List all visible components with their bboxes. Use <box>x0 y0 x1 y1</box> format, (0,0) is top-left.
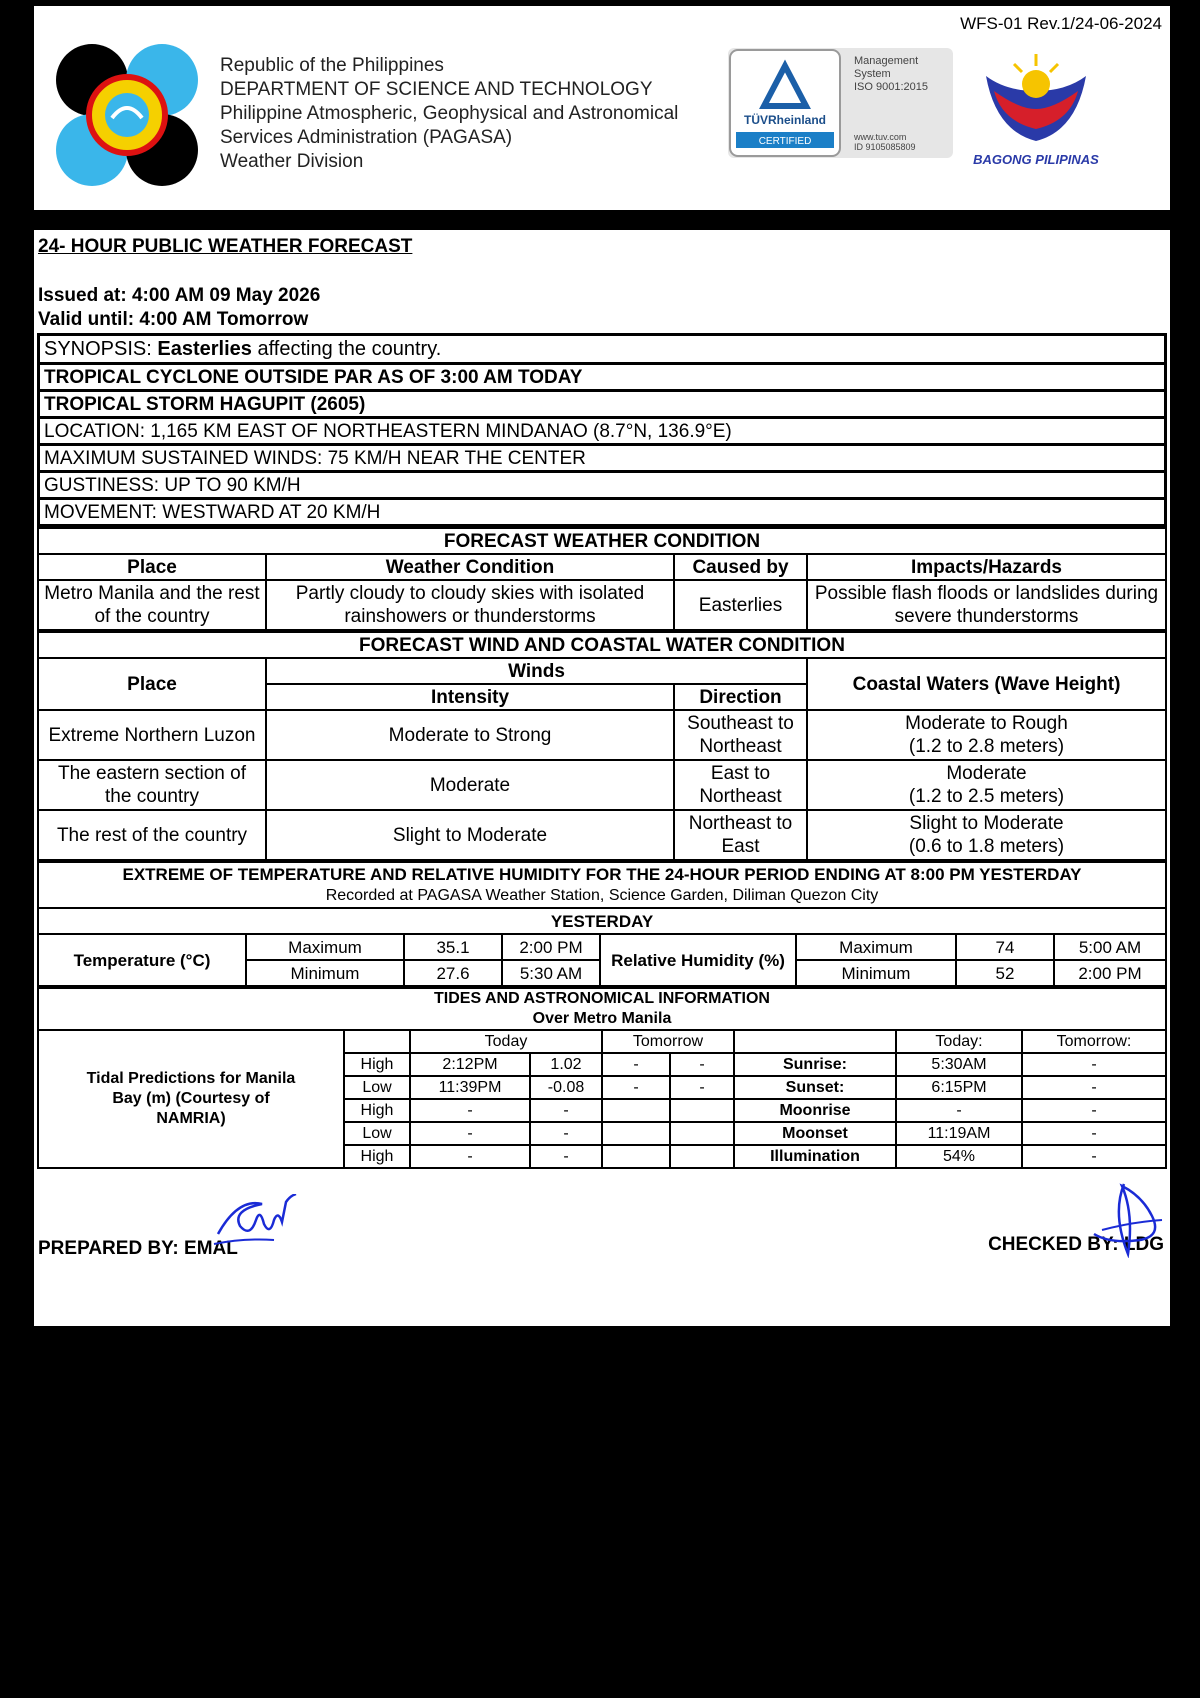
bagong-pilipinas-text: BAGONG PILIPINAS <box>973 152 1099 167</box>
temperature-label: Temperature (°C) <box>38 934 246 986</box>
signature-whiteout <box>1088 1258 1168 1298</box>
tide-tomorrow-time: - <box>602 1053 670 1076</box>
wc-cause: Easterlies <box>674 580 807 630</box>
col-header: Direction <box>674 684 807 710</box>
ms-line: Management <box>854 55 919 67</box>
temp-min-label: Minimum <box>246 960 404 986</box>
section-subtitle: Recorded at PAGASA Weather Station, Science Garden, Diliman Quezon City <box>325 887 879 904</box>
checked-label: CHECKED BY: <box>988 1234 1124 1255</box>
col-header: Coastal Waters (Wave Height) <box>807 658 1166 710</box>
blank-cell <box>734 1030 896 1053</box>
astro-today: 6:15PM <box>896 1076 1022 1099</box>
document-number: WFS-01 Rev.1/24-06-2024 <box>960 14 1162 33</box>
tide-tomorrow-height <box>670 1122 734 1145</box>
rh-max-value: 74 <box>956 934 1054 960</box>
astro-tomorrow-header: Tomorrow: <box>1022 1030 1166 1053</box>
tide-tomorrow-height: - <box>670 1076 734 1099</box>
astro-tomorrow: - <box>1022 1122 1166 1145</box>
tides-table <box>37 987 1167 1169</box>
rh-min-value: 52 <box>956 960 1054 986</box>
agency-line: Philippine Atmospheric, Geophysical and Astronomical <box>220 103 679 124</box>
temp-min-time: 5:30 AM <box>502 960 600 986</box>
pagasa-logo <box>52 40 202 190</box>
synopsis <box>39 335 1166 364</box>
tide-today-time: 2:12PM <box>410 1053 530 1076</box>
astro-today: 5:30AM <box>896 1053 1022 1076</box>
tide-type: High <box>344 1145 410 1168</box>
tuv-www: www.tuv.com <box>854 132 907 142</box>
temp-max-time: 2:00 PM <box>502 934 600 960</box>
col-header: Intensity <box>266 684 674 710</box>
prepared-label: PREPARED BY: <box>38 1238 185 1259</box>
tuv-mark-text: TÜVRheinland <box>743 113 827 127</box>
forecast-tables <box>37 333 1165 1333</box>
col-header: Winds <box>266 658 807 684</box>
rh-max-time: 5:00 AM <box>1054 934 1166 960</box>
wave-height: (1.2 to 2.8 meters) <box>908 736 1065 757</box>
astro-label: Moonset <box>734 1122 896 1145</box>
astro-tomorrow: - <box>1022 1053 1166 1076</box>
section-subtitle: Over Metro Manila <box>532 1010 672 1027</box>
section-title: TIDES AND ASTRONOMICAL INFORMATION <box>434 990 770 1007</box>
astro-label: Illumination <box>734 1145 896 1168</box>
tide-type: Low <box>344 1076 410 1099</box>
tide-type: High <box>344 1053 410 1076</box>
tide-today-time: - <box>410 1122 530 1145</box>
ms-line: ISO 9001:2015 <box>854 81 929 93</box>
wind-direction: East to Northeast <box>674 760 807 810</box>
signature-whiteout <box>208 1260 288 1296</box>
tide-type: High <box>344 1099 410 1122</box>
astro-label: Moonrise <box>734 1099 896 1122</box>
temp-max-value: 35.1 <box>404 934 502 960</box>
coastal-state: Moderate to Rough <box>905 713 1068 734</box>
tuv-certification-badge <box>728 44 953 162</box>
synopsis-label: SYNOPSIS: <box>44 337 158 360</box>
tc-winds: MAXIMUM SUSTAINED WINDS: 75 KM/H NEAR THE CENTER <box>39 445 1166 472</box>
checked-signature <box>1082 1174 1178 1270</box>
tuv-certified-text: CERTIFIED <box>758 136 812 147</box>
synopsis-system: Easterlies <box>157 337 252 360</box>
agency-block <box>220 54 678 174</box>
astro-today: 11:19AM <box>896 1122 1022 1145</box>
astro-tomorrow: - <box>1022 1145 1166 1168</box>
wind-direction: Northeast to East <box>674 810 807 860</box>
extremes-header <box>38 862 1166 908</box>
tide-today-header: Today <box>410 1030 602 1053</box>
tidal-label: Tidal Predictions for Manila Bay (m) (Courtesy of NAMRIA) <box>38 1030 344 1168</box>
agency-line: Services Administration (PAGASA) <box>220 127 513 148</box>
table-row <box>38 810 1166 860</box>
tc-name: TROPICAL STORM HAGUPIT (2605) <box>39 391 1166 418</box>
issuance-block <box>38 284 320 332</box>
col-header: Impacts/Hazards <box>807 554 1166 580</box>
tide-tomorrow-time <box>602 1122 670 1145</box>
col-header: Place <box>38 658 266 710</box>
tide-today-height: 1.02 <box>530 1053 602 1076</box>
tc-header: TROPICAL CYCLONE OUTSIDE PAR AS OF 3:00 AM TODAY <box>39 364 1166 391</box>
tide-type: Low <box>344 1122 410 1145</box>
rh-min-label: Minimum <box>796 960 956 986</box>
checked-initials: LDG <box>1123 1234 1164 1255</box>
astro-label: Sunset: <box>734 1076 896 1099</box>
wind-intensity: Moderate to Strong <box>266 710 674 760</box>
tuv-id: ID 9105085809 <box>854 142 916 152</box>
section-title: FORECAST WIND AND COASTAL WATER CONDITION <box>38 632 1166 658</box>
tide-today-height: -0.08 <box>530 1076 602 1099</box>
agency-line: DEPARTMENT OF SCIENCE AND TECHNOLOGY <box>220 79 653 100</box>
tide-tomorrow-height <box>670 1145 734 1168</box>
tc-movement: MOVEMENT: WESTWARD AT 20 KM/H <box>39 499 1166 526</box>
tide-tomorrow-time: - <box>602 1076 670 1099</box>
agency-line: Weather Division <box>220 151 364 172</box>
blank-cell <box>344 1030 410 1053</box>
tides-header <box>38 988 1166 1030</box>
wind-place: The eastern section of the country <box>38 760 266 810</box>
temp-max-label: Maximum <box>246 934 404 960</box>
wc-place: Metro Manila and the rest of the country <box>38 580 266 630</box>
synopsis-text: affecting the country. <box>251 337 442 360</box>
rh-min-time: 2:00 PM <box>1054 960 1166 986</box>
astro-today-header: Today: <box>896 1030 1022 1053</box>
humidity-label: Relative Humidity (%) <box>600 934 796 986</box>
rh-max-label: Maximum <box>796 934 956 960</box>
valid-until: Valid until: 4:00 AM Tomorrow <box>38 309 309 330</box>
coastal-state: Moderate <box>946 763 1027 784</box>
tide-today-time: 11:39PM <box>410 1076 530 1099</box>
weather-condition-table <box>37 527 1167 631</box>
extremes-table <box>37 861 1167 987</box>
col-header: Caused by <box>674 554 807 580</box>
col-header: Weather Condition <box>266 554 674 580</box>
coastal-state: Slight to Moderate <box>909 813 1064 834</box>
wind-direction: Southeast to Northeast <box>674 710 807 760</box>
tide-tomorrow-time <box>602 1145 670 1168</box>
coastal-waters <box>807 710 1166 760</box>
tc-gustiness: GUSTINESS: UP TO 90 KM/H <box>39 472 1166 499</box>
astro-tomorrow: - <box>1022 1099 1166 1122</box>
astro-today: - <box>896 1099 1022 1122</box>
bagong-pilipinas-logo <box>966 36 1106 171</box>
letterhead <box>34 6 1170 210</box>
coastal-waters <box>807 760 1166 810</box>
yesterday-label: YESTERDAY <box>38 908 1166 934</box>
wind-intensity: Slight to Moderate <box>266 810 674 860</box>
astro-label: Sunrise: <box>734 1053 896 1076</box>
coastal-waters <box>807 810 1166 860</box>
tide-today-height: - <box>530 1099 602 1122</box>
tide-today-height: - <box>530 1145 602 1168</box>
wind-place: The rest of the country <box>38 810 266 860</box>
temp-min-value: 27.6 <box>404 960 502 986</box>
tide-tomorrow-time <box>602 1099 670 1122</box>
tide-today-time: - <box>410 1145 530 1168</box>
tc-location: LOCATION: 1,165 KM EAST OF NORTHEASTERN MINDANAO (8.7°N, 136.9°E) <box>39 418 1166 445</box>
tide-tomorrow-height <box>670 1099 734 1122</box>
tide-today-height: - <box>530 1122 602 1145</box>
prepared-initials: EMAL <box>184 1238 238 1259</box>
forecast-document <box>34 230 1170 1326</box>
agency-line: Republic of the Philippines <box>220 55 444 76</box>
wind-coastal-table <box>37 631 1167 861</box>
wind-intensity: Moderate <box>266 760 674 810</box>
wc-impacts: Possible flash floods or landslides during severe thunderstorms <box>807 580 1166 630</box>
wc-condition: Partly cloudy to cloudy skies with isolated rainshowers or thunderstorms <box>266 580 674 630</box>
wave-height: (1.2 to 2.5 meters) <box>908 786 1065 807</box>
ms-line: System <box>854 68 891 80</box>
tide-today-time: - <box>410 1099 530 1122</box>
wind-place: Extreme Northern Luzon <box>38 710 266 760</box>
col-header: Place <box>38 554 266 580</box>
tide-tomorrow-height: - <box>670 1053 734 1076</box>
astro-today: 54% <box>896 1145 1022 1168</box>
page-title: 24- HOUR PUBLIC WEATHER FORECAST <box>38 236 413 257</box>
section-title: FORECAST WEATHER CONDITION <box>38 528 1166 554</box>
astro-tomorrow: - <box>1022 1076 1166 1099</box>
issued-at: Issued at: 4:00 AM 09 May 2026 <box>38 285 321 306</box>
table-row <box>38 710 1166 760</box>
synopsis-table <box>37 333 1167 527</box>
table-row <box>38 760 1166 810</box>
section-title: EXTREME OF TEMPERATURE AND RELATIVE HUMIDITY FOR THE 24-HOUR PERIOD ENDING AT 8:00 PM YESTERDAY <box>122 865 1082 884</box>
wave-height: (0.6 to 1.8 meters) <box>908 836 1065 857</box>
prepared-signature <box>204 1194 314 1260</box>
tide-tomorrow-header: Tomorrow <box>602 1030 734 1053</box>
